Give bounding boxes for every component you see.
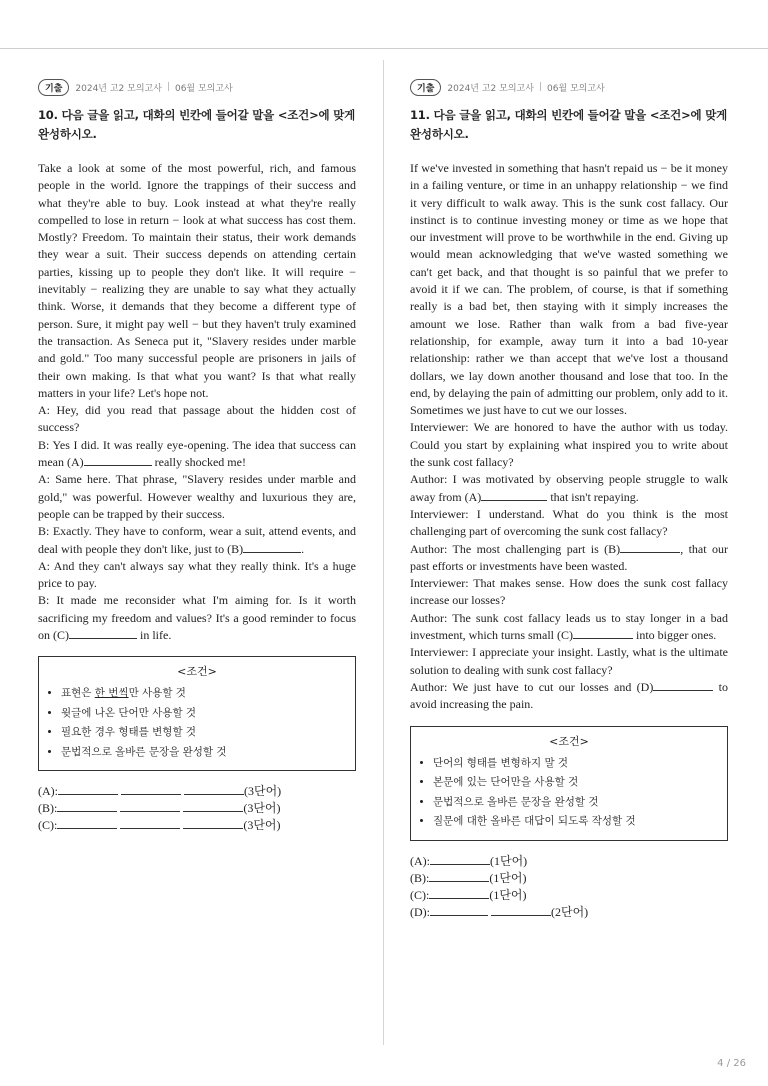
condition-item: • 표현은 한 번씩만 사용할 것 [61, 684, 345, 704]
dialogue-line: Author: I was motivated by observing people struggle to walk away from (A) that isn't repaying. [410, 472, 728, 504]
question-10 [38, 78, 356, 834]
condition-item: • 필요한 경우 형태를 변형할 것 [61, 723, 345, 743]
conditions-title: <조건> [177, 665, 217, 679]
header-rule [0, 48, 768, 49]
blank-c[interactable] [573, 627, 633, 639]
answer-lines [38, 783, 356, 834]
dialogue-line: B: Exactly. They have to conform, wear a suit, attend events, and deal with people they don't like, just to (B) . [38, 524, 356, 556]
question-11 [410, 78, 728, 921]
passage-text: Take a look at some of the most powerful, rich, and famous people in the world. Ignore the trappings of their success and what they're able to buy. Look instead at what they're really compelled to lose in return − look at what success has cost them. Mostly? Freedom. To maintain their status, their work demands they wear a suit. Their success depends on attending certain parties, kissing up to people they don't like. It will require − inevitably − realizing they are unable to say what they actually think. Worse, it demands that they become a different type of person. Sure, it might pay well − but they haven't truly examined the transaction. As Seneca put it, "Slavery resides under marble and gold." Too many successful people are prisoners in jails of their own making. Is that what you want? Is that what really matters in your life? Let's hope not. [38, 161, 356, 400]
answer-a: (A): (1단어) [410, 853, 528, 868]
condition-item: • 질문에 대한 올바른 대답이 되도록 작성할 것 [433, 812, 717, 832]
page-number: 4 / 26 [717, 1058, 746, 1069]
source-tag: 기출 2024년 고2 모의고사 | 06월 모의고사 [410, 78, 728, 96]
blank-b[interactable] [243, 541, 301, 553]
dialogue-line: Author: The most challenging part is (B) , that our past efforts or investments have been wasted. [410, 541, 728, 573]
exam-month: 06월 모의고사 [546, 83, 605, 94]
dialogue-line: B: It made me reconsider what I'm aiming for. Is it worth sacrificing my freedom and values? It's a good reminder to focus on (C) in life. [38, 593, 356, 643]
answer-d: (D): (2단어) [410, 904, 589, 919]
condition-item: • 윗글에 나온 단어만 사용할 것 [61, 704, 345, 724]
condition-item: • 단어의 형태를 변형하지 말 것 [433, 754, 717, 774]
dialogue-line: A: Hey, did you read that passage about the hidden cost of success? [38, 403, 356, 435]
question-title: 10. 다음 글을 읽고, 대화의 빈칸에 들어갈 말을 <조건>에 맞게 완성하시오. [38, 108, 356, 141]
passage [38, 160, 356, 644]
blank-b[interactable] [620, 541, 680, 553]
dialogue-line: A: And they can't always say what they really think. It's a huge price to pay. [38, 558, 356, 591]
answer-c: (C): (3단어) [38, 818, 281, 833]
conditions-title: <조건> [549, 734, 589, 748]
exam-month: 06월 모의고사 [174, 83, 233, 94]
answer-c: (C): (1단어) [410, 887, 527, 902]
source-badge: 기출 [410, 79, 441, 96]
question-title: 11. 다음 글을 읽고, 대화의 빈칸에 들어갈 말을 <조건>에 맞게 완성하시오. [410, 108, 728, 141]
exam-year: 2024년 고2 모의고사 [75, 83, 162, 94]
exam-year: 2024년 고2 모의고사 [447, 83, 534, 94]
passage [410, 160, 728, 714]
blank-c[interactable] [69, 627, 137, 639]
dialogue-line: A: Same here. That phrase, "Slavery resides under marble and gold," was powerful. However wealthy and luxurious they are, people can be trapped by their success. [38, 472, 356, 521]
answer-b: (B): (3단어) [38, 801, 281, 816]
dialogue-line: Interviewer: I appreciate your insight. Lastly, what is the ultimate solution to dealing with sunk cost fallacy? [410, 645, 728, 677]
source-badge: 기출 [38, 79, 69, 96]
dialogue-line: B: Yes I did. It was really eye-opening. The idea that success can mean (A) really shocked me! [38, 437, 356, 470]
dialogue-line: Interviewer: We are honored to have the author with us today. Could you start by explaining what inspired you to write about the sunk cost fallacy? [410, 420, 728, 470]
answer-lines [410, 853, 728, 921]
conditions-box [38, 656, 356, 771]
conditions-box [410, 726, 728, 841]
dialogue-line: Interviewer: That makes sense. How does the sunk cost fallacy increase our losses? [410, 576, 728, 608]
condition-item: • 문법적으로 올바른 문장을 완성할 것 [61, 743, 345, 763]
blank-a[interactable] [481, 489, 547, 501]
blank-a[interactable] [84, 454, 152, 466]
passage-text: If we've invested in something that hasn't repaid us − be it money in a failing venture, or time in an unhappy relationship − we find it very difficult to walk away. This is the sunk cost fallacy. Our instinct is to continue investing money or time as we hope that our investment will prove to be worthwhile in the end. Giving up would mean acknowledging that we've wasted something we can't get back, and that thought is so painful that we prefer to avoid it if we can. The problem, of course, is that if something really is a bad bet, then staying with it simply increases the amount we lose. Rather than walk from a bad five-year relationship, for example, away turn it into a bad 10-year relationship: rather we than accept that we've lost a thousand dollars, we lay down another thousand and lose that too. In the end, by delaying the pain of admitting our problem, only add to it. Sometimes we just have to cut we our losses. [410, 161, 728, 418]
dialogue-line: Interviewer: I understand. What do you think is the most challenging part of overcoming the sunk cost fallacy? [410, 506, 728, 539]
column-divider [383, 60, 384, 1045]
source-tag: 기출 2024년 고2 모의고사 | 06월 모의고사 [38, 78, 356, 96]
blank-d[interactable] [653, 679, 713, 691]
answer-b: (B): (1단어) [410, 870, 527, 885]
dialogue-line: Author: We just have to cut our losses and (D) to avoid increasing the pain. [410, 679, 728, 712]
condition-item: • 본문에 있는 단어만을 사용할 것 [433, 773, 717, 793]
condition-item: • 문법적으로 올바른 문장을 완성할 것 [433, 793, 717, 813]
dialogue-line: Author: The sunk cost fallacy leads us to stay longer in a bad investment, which turns small (C) into bigger ones. [410, 610, 728, 643]
answer-a: (A): (3단어) [38, 784, 282, 799]
